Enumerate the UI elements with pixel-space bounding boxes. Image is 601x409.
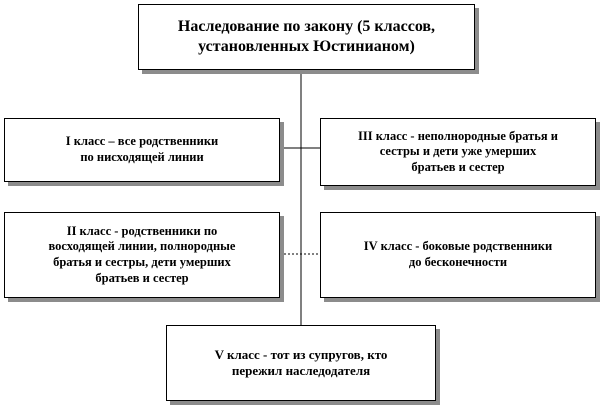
class-1-node bbox=[4, 118, 280, 182]
class-3-label: III класс - неполнородные братья и сестры и дети уже умерших братьев и сестер bbox=[358, 128, 558, 174]
class-2-node bbox=[4, 212, 280, 298]
root-node bbox=[138, 4, 475, 70]
class-4-node bbox=[320, 212, 596, 298]
class-4-label: IV класс - боковые родственники до бесконечности bbox=[363, 239, 553, 269]
class-2-label: II класс - родственники по восходящей линии, полнородные братья и сестры, дети умерших братьев и сестер bbox=[48, 223, 236, 285]
class-1-label: I класс – все родственники по нисходящей линии bbox=[65, 134, 219, 164]
class-5-node bbox=[166, 325, 436, 401]
class-5-label: V класс - тот из супругов, кто пережил наследодателя bbox=[214, 346, 388, 378]
root-node-label: Наследование по закону (5 классов, установленных Юстинианом) bbox=[177, 18, 436, 55]
class-3-node bbox=[320, 118, 596, 186]
